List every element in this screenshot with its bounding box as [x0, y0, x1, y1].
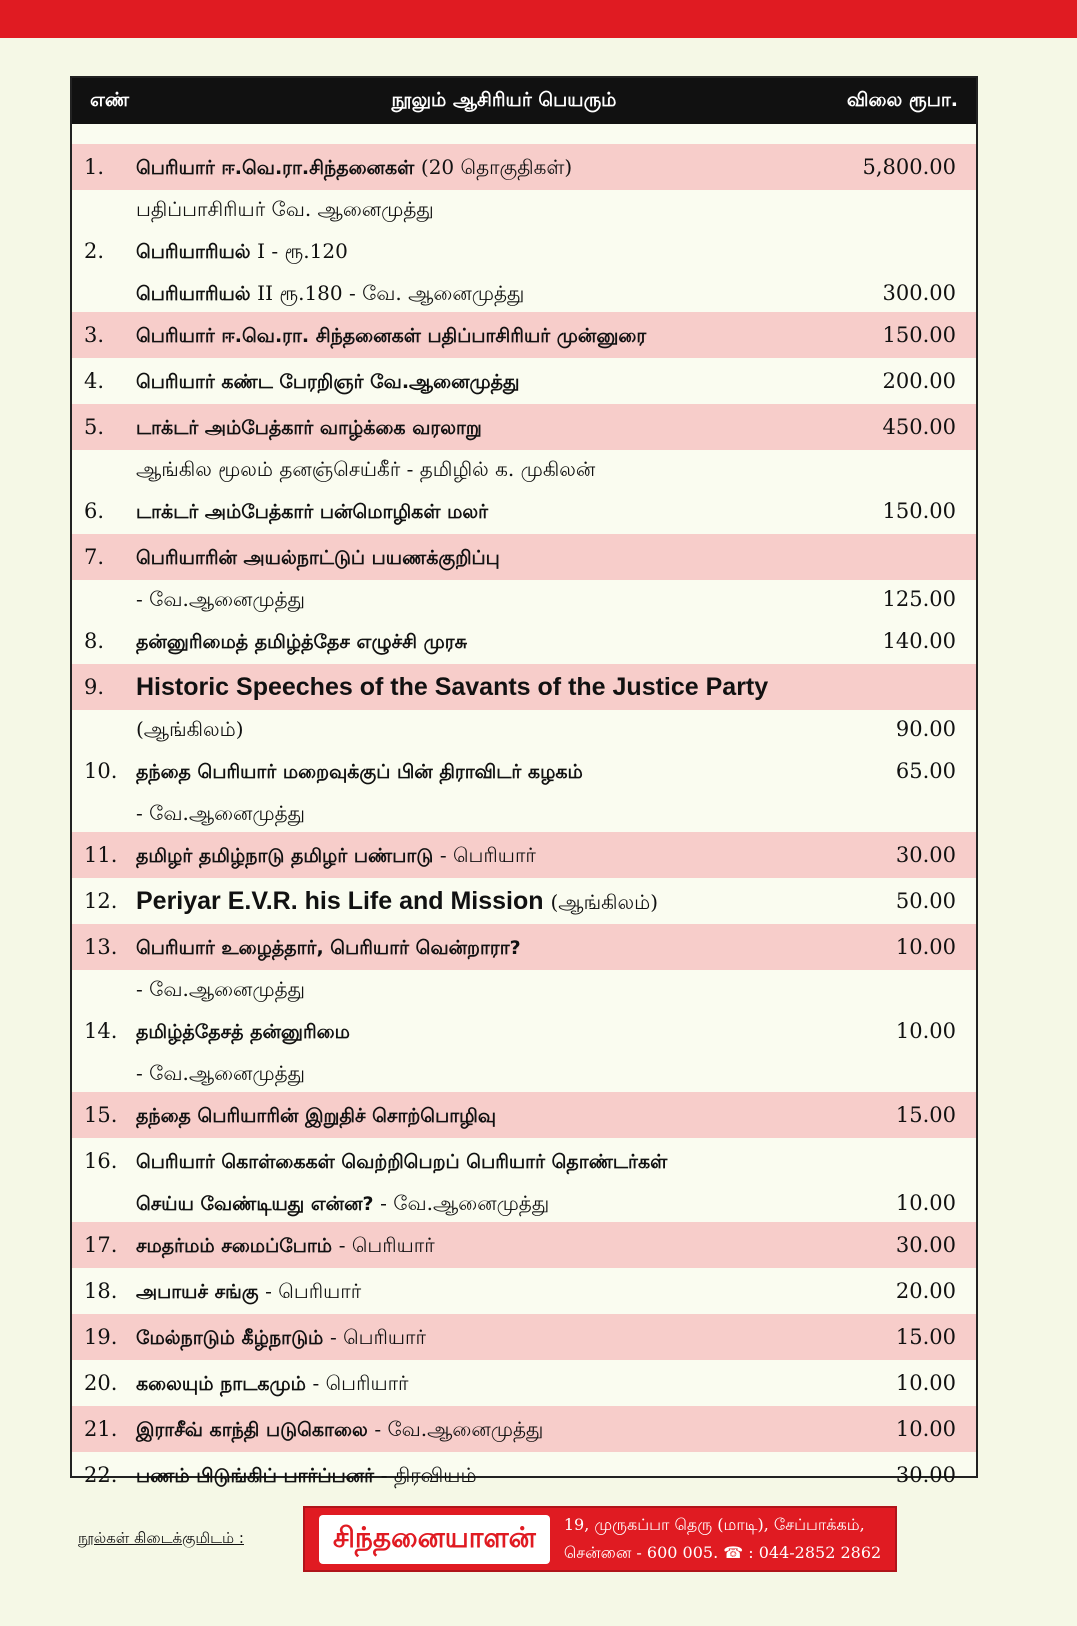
text-segment: - பெரியார் [312, 1371, 409, 1395]
text-segment: (ஆங்கிலம்) [136, 717, 244, 741]
book-entry [136, 534, 976, 618]
text-segment: தந்தை பெரியார் மறைவுக்குப் பின் திராவிடர் கழகம் [136, 761, 583, 783]
book-number: 11. [84, 843, 118, 867]
book-price-list [70, 76, 978, 1487]
text-segment: பெரியார் கொள்கைகள் வெற்றிபெறப் பெரியார் தொண்டர்கள் [136, 1151, 668, 1173]
table-row [72, 534, 976, 618]
footer [78, 1505, 978, 1573]
book-title-line [136, 664, 976, 710]
book-detail-line [136, 794, 976, 832]
table-row [72, 1314, 976, 1360]
table-row [72, 618, 976, 664]
table-row [72, 1222, 976, 1268]
text-segment: - பெரியார் [439, 843, 536, 867]
text-segment: பெரியார் ஈ.வெ.ரா. சிந்தனைகள் பதிப்பாசிரியர் முன்னுரை [136, 325, 647, 347]
available-at-label: நூல்கள் கிடைக்குமிடம் : [78, 1529, 244, 1547]
book-detail-line [136, 450, 976, 488]
book-number: 15. [84, 1103, 118, 1127]
book-title-line [136, 924, 976, 970]
text-segment: II ரூ.180 - வே. ஆனைமுத்து [257, 281, 525, 305]
text-segment: பெரியாரின் அயல்நாட்டுப் பயணக்குறிப்பு [136, 547, 500, 569]
book-entry [136, 1406, 976, 1452]
book-price: 50.00 [895, 889, 956, 913]
book-title-line [136, 358, 976, 404]
book-number: 18. [84, 1279, 118, 1303]
text-segment: டாக்டர் அம்பேத்கார் பன்மொழிகள் மலர் [136, 501, 489, 523]
text-segment: பெரியாரியல் [136, 283, 258, 305]
book-price: 15.00 [895, 1325, 956, 1349]
table-row [72, 832, 976, 878]
text-segment: இராசீவ் காந்தி படுகொலை [136, 1419, 375, 1441]
book-number: 10. [84, 759, 118, 783]
text-segment: தந்தை பெரியாரின் இறுதிச் சொற்பொழிவு [136, 1105, 497, 1127]
book-number: 19. [84, 1325, 118, 1349]
book-number: 20. [84, 1371, 118, 1395]
book-title-line [136, 832, 976, 878]
table-row [72, 228, 976, 312]
text-segment: - வே.ஆனைமுத்து [136, 977, 306, 1001]
text-segment: தன்னுரிமைத் தமிழ்த்தேச எழுச்சி முரசு [136, 631, 467, 653]
text-segment: - வே.ஆனைமுத்து [136, 1061, 306, 1085]
book-title-line [136, 1360, 976, 1406]
book-price: 65.00 [895, 759, 956, 783]
text-segment: - பெரியார் [329, 1325, 426, 1349]
address-line-1: 19, முருகப்பா தெரு (மாடி), சேப்பாக்கம், [563, 1515, 865, 1534]
table-row [72, 924, 976, 1008]
book-entry [136, 1314, 976, 1360]
publisher-name: சிந்தனையாளன் [319, 1515, 550, 1564]
book-detail-line [136, 190, 976, 228]
text-segment: தமிழர் தமிழ்நாடு தமிழர் பண்பாடு [136, 845, 440, 867]
publisher-address [564, 1511, 881, 1567]
book-price: 15.00 [895, 1103, 956, 1127]
book-title-line [136, 1008, 976, 1054]
book-price: 150.00 [882, 323, 956, 347]
book-number: 1. [84, 155, 105, 179]
book-entry [136, 1360, 976, 1406]
book-title-line [136, 1314, 976, 1360]
header-title: நூலும் ஆசிரியர் பெயரும் [391, 88, 617, 111]
book-entry [136, 228, 976, 312]
book-title-line [136, 1452, 976, 1498]
book-entry [136, 924, 976, 1008]
text-segment: டாக்டர் அம்பேத்கார் வாழ்க்கை வரலாறு [136, 417, 482, 439]
text-segment: - வே.ஆனைமுத்து [374, 1417, 544, 1441]
table-row [72, 1092, 976, 1138]
book-number: 12. [84, 889, 118, 913]
book-price: 140.00 [882, 629, 956, 653]
text-segment: I - ரூ.120 [257, 239, 348, 263]
book-entry [136, 1092, 976, 1138]
book-entry [136, 1138, 976, 1222]
book-price: 10.00 [895, 935, 956, 959]
top-red-band [0, 0, 1077, 38]
header-number: எண் [90, 88, 130, 111]
table-row [72, 1268, 976, 1314]
book-title-line [136, 144, 976, 190]
book-price: 10.00 [895, 1191, 956, 1215]
book-title-line [136, 1222, 976, 1268]
table-row [72, 748, 976, 832]
book-title-line [136, 534, 976, 580]
text-segment: - பெரியார் [338, 1233, 435, 1257]
text-segment: செய்ய வேண்டியது என்ன? [136, 1193, 381, 1215]
text-segment: சமதர்மம் சமைப்போம் [136, 1235, 339, 1257]
text-segment: - வே.ஆனைமுத்து [380, 1191, 550, 1215]
book-entry [136, 1008, 976, 1092]
text-segment: Historic Speeches of the Savants of the Justice Party [136, 673, 769, 701]
book-number: 14. [84, 1019, 118, 1043]
book-detail-line [136, 1184, 976, 1222]
book-price: 10.00 [895, 1371, 956, 1395]
text-segment: கலையும் நாடகமும் [136, 1373, 313, 1395]
text-segment: Periyar E.V.R. his Life and Mission [136, 887, 551, 915]
text-segment: - திரவியம் [380, 1463, 477, 1487]
header-price: விலை ரூபா. [846, 88, 958, 111]
text-segment: (20 தொகுதிகள்) [420, 155, 573, 179]
book-entry [136, 1452, 976, 1498]
book-price: 30.00 [895, 843, 956, 867]
book-price: 10.00 [895, 1417, 956, 1441]
book-number: 13. [84, 935, 118, 959]
book-entry [136, 664, 976, 748]
book-title-line [136, 1138, 976, 1184]
book-entry [136, 748, 976, 832]
text-segment: மேல்நாடும் கீழ்நாடும் [136, 1327, 330, 1349]
book-title-line [136, 1268, 976, 1314]
book-price: 125.00 [882, 587, 956, 611]
text-segment: பெரியார் ஈ.வெ.ரா.சிந்தனைகள் [136, 157, 421, 179]
book-title-line [136, 618, 976, 664]
book-entry [136, 404, 976, 488]
book-price: 150.00 [882, 499, 956, 523]
text-segment: - வே.ஆனைமுத்து [136, 587, 306, 611]
book-price: 30.00 [895, 1463, 956, 1487]
book-price: 10.00 [895, 1019, 956, 1043]
book-title-line [136, 488, 976, 534]
book-detail-line [136, 970, 976, 1008]
text-segment: அபாயச் சங்கு [136, 1281, 266, 1303]
book-number: 17. [84, 1233, 118, 1257]
book-number: 2. [84, 239, 105, 263]
table-row [72, 1406, 976, 1452]
table-row [72, 144, 976, 228]
book-number: 4. [84, 369, 105, 393]
book-title-line [136, 878, 976, 924]
text-segment: - வே.ஆனைமுத்து [136, 801, 306, 825]
book-entry [136, 144, 976, 228]
text-segment: பெரியாரியல் [136, 241, 258, 263]
book-price: 300.00 [882, 281, 956, 305]
book-entry [136, 312, 976, 358]
table-row [72, 1138, 976, 1222]
book-detail-line [136, 274, 976, 312]
book-title-line [136, 312, 976, 358]
book-number: 3. [84, 323, 105, 347]
table-row [72, 1008, 976, 1092]
book-entry [136, 618, 976, 664]
book-number: 6. [84, 499, 105, 523]
book-number: 7. [84, 545, 105, 569]
text-segment: ஆங்கில மூலம் தனஞ்செய்கீர் - தமிழில் க. முகிலன் [136, 457, 596, 481]
table-row [72, 878, 976, 924]
book-number: 16. [84, 1149, 118, 1173]
table-row [72, 1452, 976, 1498]
publisher-box [303, 1506, 897, 1572]
text-segment: தமிழ்த்தேசத் தன்னுரிமை [136, 1021, 350, 1043]
book-detail-line [136, 580, 976, 618]
book-rows [72, 124, 976, 1498]
text-segment: பெரியார் கண்ட பேரறிஞர் வே.ஆனைமுத்து [136, 371, 520, 393]
book-entry [136, 832, 976, 878]
text-segment: பணம் பிடுங்கிப் பார்ப்பனர் [136, 1465, 381, 1487]
text-segment: (ஆங்கிலம்) [550, 890, 658, 914]
text-segment: - பெரியார் [265, 1279, 362, 1303]
table-row [72, 312, 976, 358]
book-price: 450.00 [882, 415, 956, 439]
book-title-line [136, 228, 976, 274]
book-number: 22. [84, 1463, 118, 1487]
book-entry [136, 1268, 976, 1314]
text-segment: பதிப்பாசிரியர் வே. ஆனைமுத்து [136, 197, 434, 221]
book-number: 8. [84, 629, 105, 653]
book-detail-line [136, 1054, 976, 1092]
book-title-line [136, 748, 976, 794]
table-row [72, 404, 976, 488]
book-price: 200.00 [882, 369, 956, 393]
table-row [72, 488, 976, 534]
book-entry [136, 488, 976, 534]
table-header [72, 78, 976, 124]
book-entry [136, 878, 976, 924]
book-title-line [136, 1092, 976, 1138]
book-title-line [136, 404, 976, 450]
address-line-2: சென்னை - 600 005. ☎ : 044-2852 2862 [563, 1543, 882, 1562]
book-entry [136, 1222, 976, 1268]
book-price: 5,800.00 [862, 155, 956, 179]
book-price: 20.00 [895, 1279, 956, 1303]
text-segment: பெரியார் உழைத்தார், பெரியார் வென்றாரா? [136, 937, 521, 959]
table-row [72, 664, 976, 748]
table-row [72, 1360, 976, 1406]
book-price: 30.00 [895, 1233, 956, 1257]
book-title-line [136, 1406, 976, 1452]
book-price: 90.00 [895, 717, 956, 741]
book-entry [136, 358, 976, 404]
book-detail-line [136, 710, 976, 748]
table-row [72, 358, 976, 404]
book-number: 21. [84, 1417, 118, 1441]
book-number: 9. [84, 675, 105, 699]
book-number: 5. [84, 415, 105, 439]
